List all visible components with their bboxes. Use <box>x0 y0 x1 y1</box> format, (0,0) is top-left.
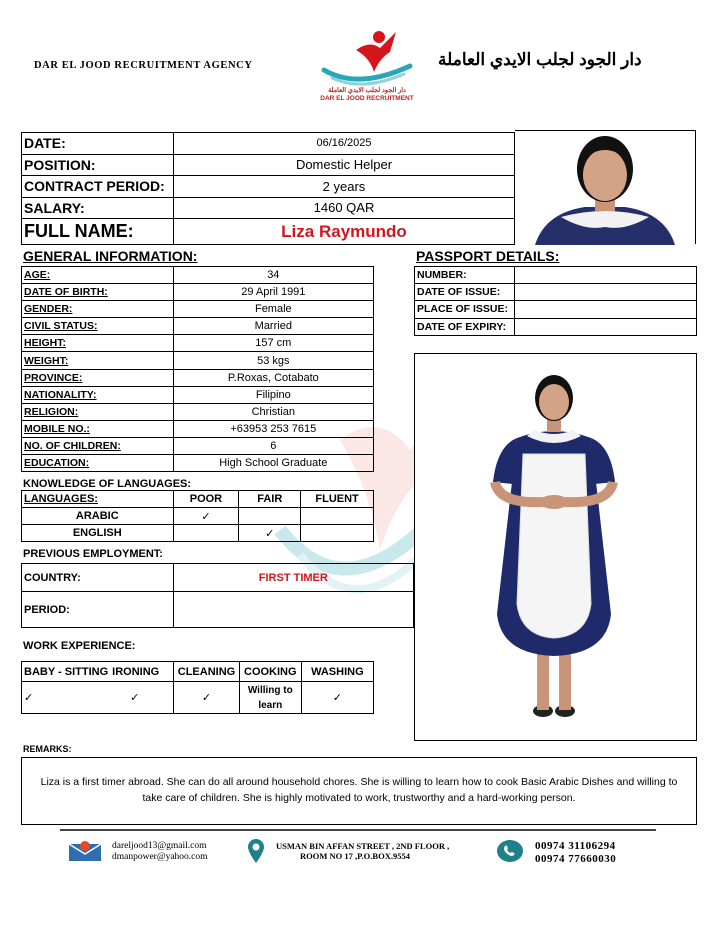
phone-icon <box>496 839 524 863</box>
work-header-cleaning: CLEANING <box>174 662 240 682</box>
general-info-value: Married <box>173 318 373 335</box>
general-info-value: High School Graduate <box>173 455 373 472</box>
country-label: COUNTRY: <box>22 564 174 592</box>
passport-label: DATE OF EXPIRY: <box>415 318 515 335</box>
agency-name-ar: دار الجود لجلب الايدي العاملة <box>438 50 642 69</box>
passport-label: NUMBER: <box>415 267 515 284</box>
work-experience-title: WORK EXPERIENCE: <box>23 640 136 652</box>
work-value-cleaning: ✓ <box>174 682 240 714</box>
headshot-frame <box>515 130 696 244</box>
general-info-value: 29 April 1991 <box>173 284 373 301</box>
general-info-label: AGE: <box>22 267 174 284</box>
language-poor: ✓ <box>173 508 239 525</box>
headshot-photo <box>515 131 696 245</box>
general-info-value: 34 <box>173 267 373 284</box>
languages-header-fluent: FLUENT <box>301 491 374 508</box>
general-info-label: RELIGION: <box>22 403 174 420</box>
work-header-ironing: IRONING <box>110 662 173 682</box>
general-info-row <box>22 284 374 301</box>
date-label: DATE: <box>22 133 174 155</box>
general-info-row <box>22 369 374 386</box>
general-info-label: DATE OF BIRTH: <box>22 284 174 301</box>
languages-header-poor: POOR <box>173 491 239 508</box>
general-info-title: GENERAL INFORMATION: <box>23 248 198 264</box>
general-info-label: MOBILE NO.: <box>22 420 174 437</box>
general-info-row <box>22 352 374 369</box>
summary-table <box>21 132 515 245</box>
period-value <box>173 592 413 628</box>
passport-value <box>514 301 696 318</box>
general-info-row <box>22 267 374 284</box>
work-header-cooking: COOKING <box>239 662 301 682</box>
work-value-ironing: ✓ <box>110 682 173 714</box>
country-value: FIRST TIMER <box>173 564 413 592</box>
remarks-title: REMARKS: <box>23 744 72 754</box>
passport-value <box>514 284 696 301</box>
languages-header-fair: FAIR <box>239 491 301 508</box>
general-info-row <box>22 301 374 318</box>
general-info-value: Female <box>173 301 373 318</box>
work-header-washing: WASHING <box>301 662 373 682</box>
contract-period-value: 2 years <box>173 176 514 198</box>
position-label: POSITION: <box>22 154 174 176</box>
footer-email-1: dareljood13@gmail.com <box>112 841 207 851</box>
passport-row <box>415 301 697 318</box>
passport-row <box>415 284 697 301</box>
passport-row <box>415 318 697 335</box>
general-info-value: 6 <box>173 437 373 454</box>
language-fluent <box>301 508 374 525</box>
general-info-row <box>22 420 374 437</box>
general-info-label: EDUCATION: <box>22 455 174 472</box>
passport-value <box>514 267 696 284</box>
general-info-value: Christian <box>173 403 373 420</box>
footer-phone-2: 00974 77660030 <box>535 853 617 865</box>
date-value: 06/16/2025 <box>173 133 514 155</box>
passport-table <box>414 266 697 336</box>
languages-title: KNOWLEDGE OF LANGUAGES: <box>23 478 192 490</box>
general-info-table <box>21 266 374 472</box>
previous-employment-table <box>21 563 414 628</box>
passport-value <box>514 318 696 335</box>
footer-address-1: USMAN BIN AFFAN STREET , 2ND FLOOR , <box>276 841 450 851</box>
salary-value: 1460 QAR <box>173 197 514 219</box>
previous-employment-title: PREVIOUS EMPLOYMENT: <box>23 548 163 560</box>
passport-row <box>415 267 697 284</box>
general-info-row <box>22 335 374 352</box>
general-info-value: Filipino <box>173 386 373 403</box>
contract-period-label: CONTRACT PERIOD: <box>22 176 174 198</box>
full-name-value: Liza Raymundo <box>281 221 407 241</box>
general-info-value: P.Roxas, Cotabato <box>173 369 373 386</box>
position-value: Domestic Helper <box>173 154 514 176</box>
salary-label: SALARY: <box>22 197 174 219</box>
logo-caption-ar: دار الجود لجلب الايدي العاملة <box>328 87 406 94</box>
remarks-text: Liza is a first timer abroad. She can do all around household chores. She is willing to learn how to cook Basic Arabic Dishes and willing to take care of children. She is highly motivated to work, trustworthy and a hard-working person. <box>21 757 697 825</box>
general-info-label: GENDER: <box>22 301 174 318</box>
work-value-washing: ✓ <box>301 682 373 714</box>
passport-title: PASSPORT DETAILS: <box>416 248 560 264</box>
languages-header-name: LANGUAGES: <box>22 491 174 508</box>
general-info-row <box>22 455 374 472</box>
footer-divider <box>60 829 656 831</box>
location-pin-icon <box>246 838 266 864</box>
full-body-photo-frame <box>414 353 697 741</box>
passport-label: PLACE OF ISSUE: <box>415 301 515 318</box>
language-row <box>22 525 374 542</box>
general-info-label: HEIGHT: <box>22 335 174 352</box>
general-info-value: 157 cm <box>173 335 373 352</box>
general-info-label: NO. OF CHILDREN: <box>22 437 174 454</box>
general-info-row <box>22 437 374 454</box>
language-fair: ✓ <box>239 525 301 542</box>
agency-name-en: DAR EL JOOD RECRUITMENT AGENCY <box>34 60 253 71</box>
full-body-photo <box>415 354 695 739</box>
full-name-label: FULL NAME: <box>22 219 174 245</box>
language-fair <box>239 508 301 525</box>
language-name: ARABIC <box>22 508 174 525</box>
general-info-label: PROVINCE: <box>22 369 174 386</box>
email-icon <box>68 840 102 862</box>
general-info-value: +63953 253 7615 <box>173 420 373 437</box>
general-info-label: NATIONALITY: <box>22 386 174 403</box>
work-value-cooking: Willing to learn <box>239 682 301 714</box>
general-info-row <box>22 403 374 420</box>
general-info-label: CIVIL STATUS: <box>22 318 174 335</box>
footer-address-2: ROOM NO 17 ,P.O.BOX.9554 <box>300 851 410 861</box>
general-info-row <box>22 318 374 335</box>
footer-email-2: dmanpower@yahoo.com <box>112 852 208 862</box>
work-experience-table <box>21 661 374 714</box>
work-header-baby-sitting: BABY - SITTING <box>22 662 111 682</box>
language-row <box>22 508 374 525</box>
passport-label: DATE OF ISSUE: <box>415 284 515 301</box>
work-value-baby-sitting: ✓ <box>22 682 111 714</box>
logo-caption-en: DAR EL JOOD RECRUITMENT <box>320 95 414 102</box>
period-label: PERIOD: <box>22 592 174 628</box>
language-name: ENGLISH <box>22 525 174 542</box>
general-info-row <box>22 386 374 403</box>
language-fluent <box>301 525 374 542</box>
language-poor <box>173 525 239 542</box>
languages-table <box>21 490 374 542</box>
general-info-label: WEIGHT: <box>22 352 174 369</box>
footer-phone-1: 00974 31106294 <box>535 840 616 852</box>
general-info-value: 53 kgs <box>173 352 373 369</box>
